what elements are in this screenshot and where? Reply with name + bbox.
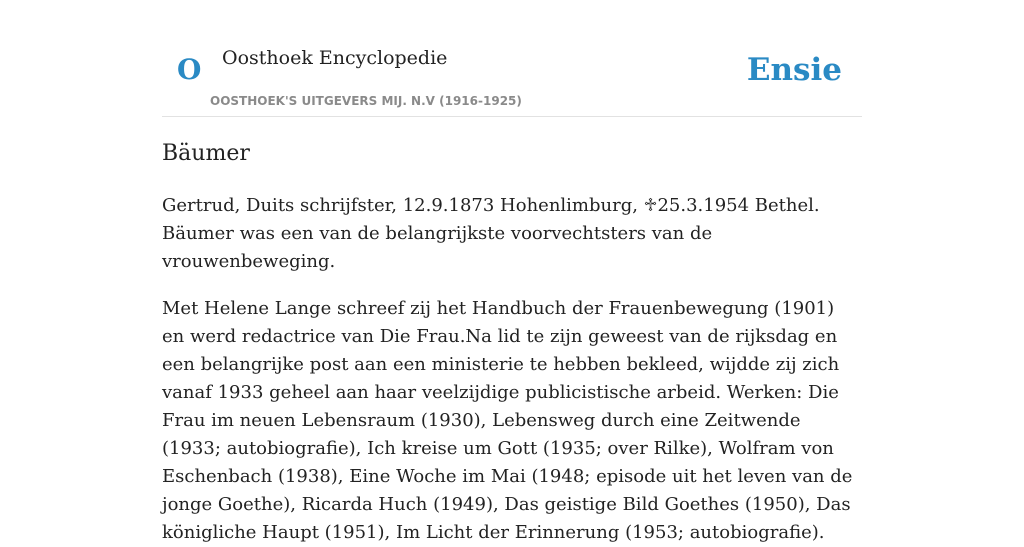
publisher-subtitle: OOSTHOEK'S UITGEVERS MIJ. N.V (1916-1925) [210, 94, 522, 108]
entry-title: Bäumer [162, 141, 250, 166]
publication-title[interactable]: Oosthoek Encyclopedie [222, 47, 448, 69]
article [162, 138, 862, 547]
article-paragraph: Met Helene Lange schreef zij het Handbuch der Frauenbewegung (1901) en werd redactrice van Die Frau.Na lid te zijn geweest van de rijksdag en een belangrijke post aan een ministerie te hebben bekleed, wijdde zij zich vanaf 1933 geheel aan haar veelzijdige publicistische arbeid. Werken: Die Frau im neuen Lebensraum (1930), Lebensweg durch eine Zeitwende (1933; autobiografie), Ich kreise um Gott (1935; over Rilke), Wolfram von Eschenbach (1938), Eine Woche im Mai (1948; episode uit het leven van de jonge Goethe), Ricarda Huch (1949), Das geistige Bild Goethes (1950), Das königliche Haupt (1951), Im Licht der Erinnerung (1953; autobiografie). [162, 298, 853, 543]
publication-logo-icon[interactable]: O [177, 53, 202, 86]
ensie-brand-link[interactable]: Ensie [746, 52, 842, 88]
site-header [162, 0, 862, 117]
article-paragraph: Gertrud, Duits schrijfster, 12.9.1873 Hohenlimburg, ♱25.3.1954 Bethel. Bäumer was een van de belangrijkste voorvechtsters van de vrouwenbeweging. [162, 195, 820, 272]
